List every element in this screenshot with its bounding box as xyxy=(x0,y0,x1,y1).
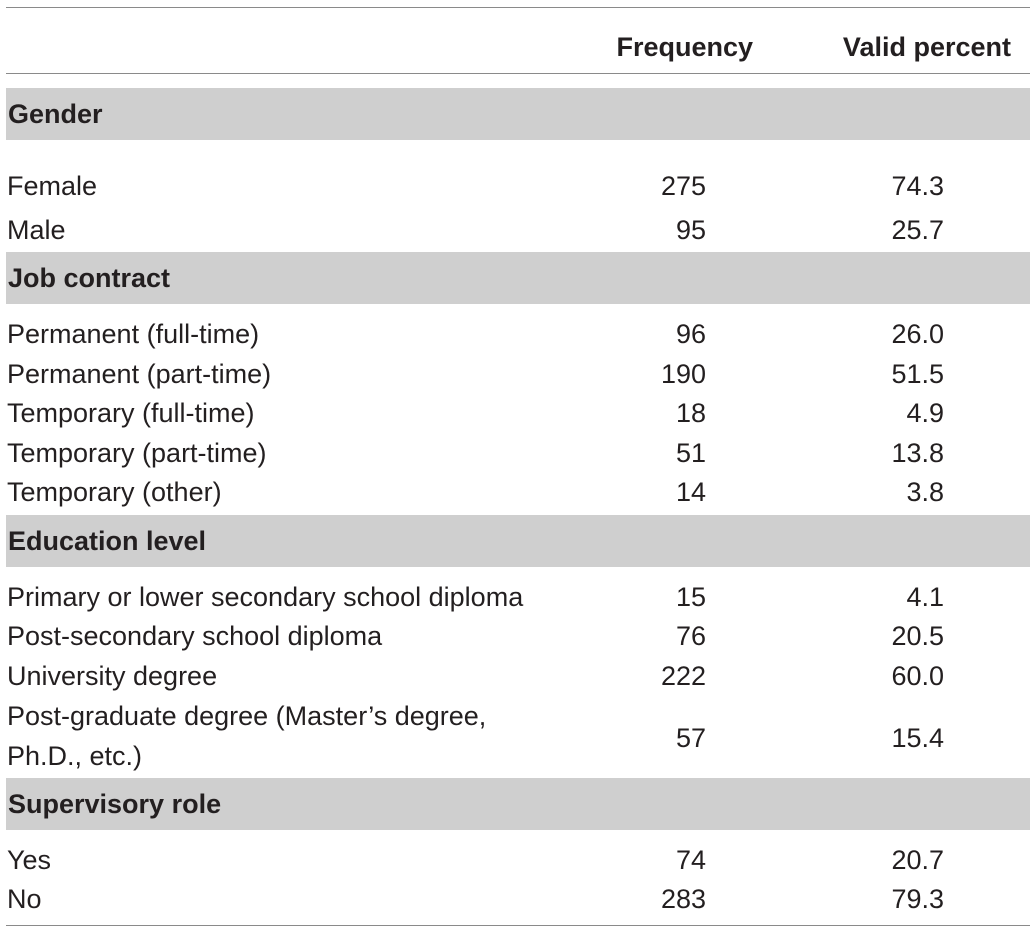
row-frequency: 57 xyxy=(675,723,706,753)
row-valid-percent: 20.5 xyxy=(891,621,944,651)
row-label: Male xyxy=(7,215,66,245)
row-frequency: 222 xyxy=(660,661,706,691)
section-gender xyxy=(6,88,1030,140)
row-frequency: 275 xyxy=(660,171,706,201)
row-frequency: 95 xyxy=(675,215,706,245)
table-row xyxy=(0,656,1036,696)
row-valid-percent: 13.8 xyxy=(891,438,944,468)
row-label: Post-secondary school diploma xyxy=(7,621,383,651)
row-frequency: 14 xyxy=(675,477,706,507)
row-valid-percent: 20.7 xyxy=(891,845,944,875)
table-row xyxy=(0,210,1036,250)
header-valid-percent: Valid percent xyxy=(842,32,1011,62)
section-title: Supervisory role xyxy=(8,789,222,819)
row-label: Yes xyxy=(7,845,52,875)
table-row xyxy=(0,840,1036,880)
table-row xyxy=(0,314,1036,354)
row-label: University degree xyxy=(7,661,218,691)
row-frequency: 51 xyxy=(675,438,706,468)
row-frequency: 74 xyxy=(675,845,706,875)
table-row xyxy=(0,616,1036,656)
row-frequency: 96 xyxy=(675,319,706,349)
section-job-contract xyxy=(6,252,1030,304)
row-label: No xyxy=(7,884,42,914)
section-education-level xyxy=(6,515,1030,567)
row-frequency: 18 xyxy=(675,398,706,428)
row-frequency: 15 xyxy=(675,582,706,612)
table-row xyxy=(0,879,1036,919)
header-rule xyxy=(6,73,1030,74)
row-valid-percent: 79.3 xyxy=(891,884,944,914)
row-label: Permanent (part-time) xyxy=(7,359,272,389)
section-title: Gender xyxy=(8,99,103,129)
header-frequency: Frequency xyxy=(616,32,753,62)
row-valid-percent: 15.4 xyxy=(891,723,944,753)
table-row xyxy=(0,472,1036,512)
row-valid-percent: 60.0 xyxy=(891,661,944,691)
row-valid-percent: 4.1 xyxy=(906,582,944,612)
row-label: Post-graduate degree (Master’s degree, Ph.D., etc.) xyxy=(7,701,487,771)
section-supervisory-role xyxy=(6,778,1030,830)
table-row xyxy=(0,166,1036,206)
row-label: Temporary (other) xyxy=(7,477,222,507)
table-top-rule xyxy=(6,7,1030,8)
row-frequency: 76 xyxy=(675,621,706,651)
row-frequency: 283 xyxy=(660,884,706,914)
row-label: Primary or lower secondary school diploma xyxy=(7,582,524,612)
row-frequency: 190 xyxy=(660,359,706,389)
table-row xyxy=(0,433,1036,473)
table-row xyxy=(0,354,1036,394)
table-row xyxy=(0,393,1036,433)
table-header-row xyxy=(0,22,1036,72)
section-title: Job contract xyxy=(8,263,171,293)
table-row xyxy=(0,577,1036,617)
table-bottom-rule xyxy=(6,925,1030,926)
row-valid-percent: 51.5 xyxy=(891,359,944,389)
section-title: Education level xyxy=(8,526,207,556)
row-label: Temporary (part-time) xyxy=(7,438,267,468)
row-label: Permanent (full-time) xyxy=(7,319,260,349)
row-valid-percent: 3.8 xyxy=(906,477,944,507)
row-label: Temporary (full-time) xyxy=(7,398,255,428)
table-row xyxy=(0,696,1036,780)
row-valid-percent: 26.0 xyxy=(891,319,944,349)
row-valid-percent: 74.3 xyxy=(891,171,944,201)
row-valid-percent: 4.9 xyxy=(906,398,944,428)
row-valid-percent: 25.7 xyxy=(891,215,944,245)
row-label: Female xyxy=(7,171,98,201)
